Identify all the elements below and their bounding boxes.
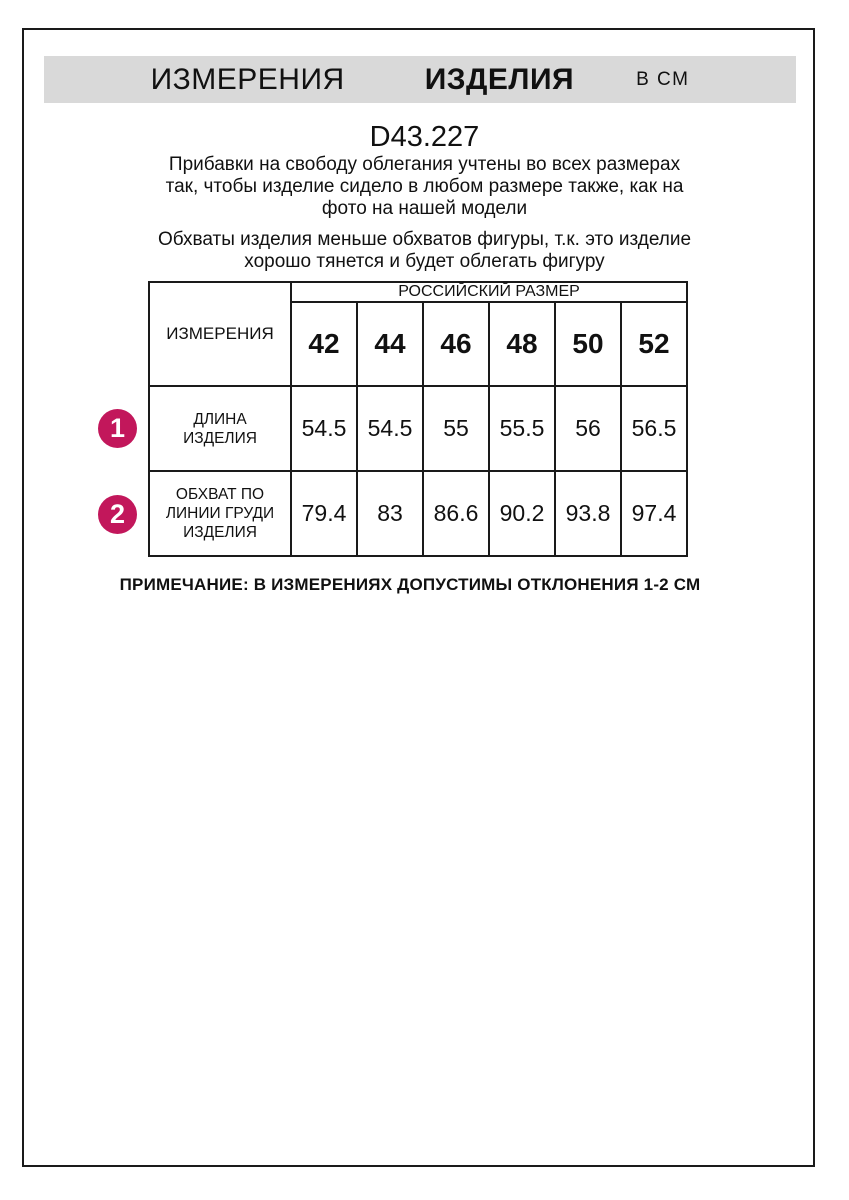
size-cell: 50 [555,302,621,386]
table-group-header-row [149,282,687,302]
header-unit-label: В СМ [636,68,690,90]
value-cell: 54.5 [357,386,423,471]
intro-block [0,121,849,273]
value-cell: 79.4 [291,471,357,556]
measurements-corner-cell: ИЗМЕРЕНИЯ [149,282,291,386]
value-cell: 56 [555,386,621,471]
size-cell: 46 [423,302,489,386]
row-callout-2 [98,495,137,534]
tolerance-note: ПРИМЕЧАНИЕ: В ИЗМЕРЕНИЯХ ДОПУСТИМЫ ОТКЛОНЕНИЯ 1-2 СМ [119,575,701,594]
intro-paragraph-2: Обхваты изделия меньше обхватов фигуры, т.к. это изделие хорошо тянется и будет облегать фигуру [157,229,692,272]
size-cell: 48 [489,302,555,386]
row-callout-1 [98,409,137,448]
header-title-product: ИЗДЕЛИЯ [424,62,575,96]
row-label: ДЛИНА ИЗДЕЛИЯ [149,386,291,471]
header-title-measurements: ИЗМЕРЕНИЯ [150,62,345,96]
model-code: D43.227 [369,121,480,153]
value-cell: 90.2 [489,471,555,556]
intro-paragraph-1: Прибавки на свободу облегания учтены во всех размерах так, чтобы изделие сидело в любом размере также, как на фото на нашей модели [165,154,684,219]
size-table [148,281,688,557]
value-cell: 56.5 [621,386,687,471]
value-cell: 54.5 [291,386,357,471]
page-header-bar [44,56,796,103]
table-row-chest [149,471,687,556]
size-cell: 42 [291,302,357,386]
callout-number-2: 2 [109,499,126,529]
value-cell: 97.4 [621,471,687,556]
value-cell: 55 [423,386,489,471]
callout-number-1: 1 [109,413,126,443]
table-row-length [149,386,687,471]
size-cell: 52 [621,302,687,386]
russian-size-header-cell: РОССИЙСКИЙ РАЗМЕР [291,282,687,302]
value-cell: 86.6 [423,471,489,556]
size-cell: 44 [357,302,423,386]
value-cell: 55.5 [489,386,555,471]
value-cell: 93.8 [555,471,621,556]
value-cell: 83 [357,471,423,556]
row-label: ОБХВАТ ПО ЛИНИИ ГРУДИ ИЗДЕЛИЯ [149,471,291,556]
